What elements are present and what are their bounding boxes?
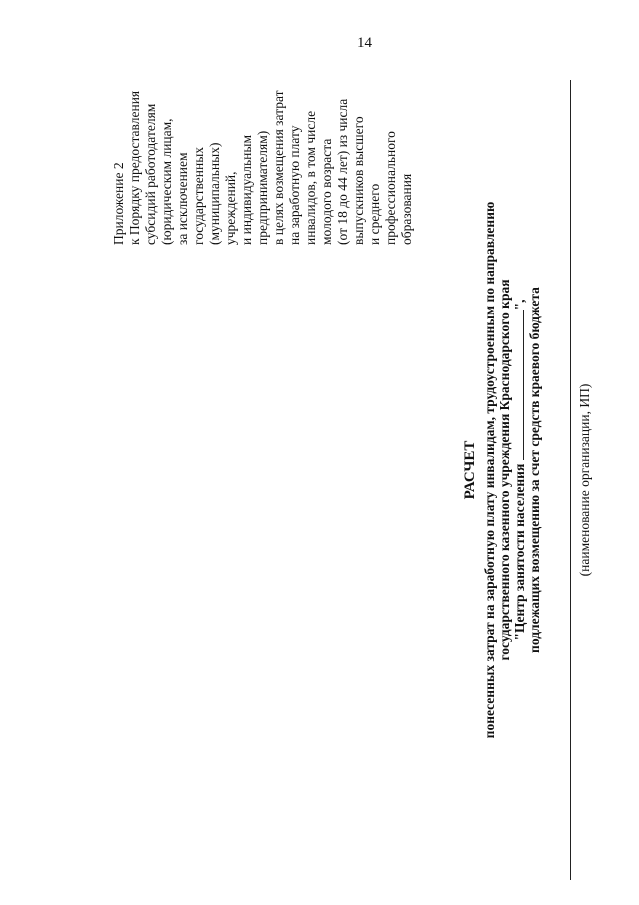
title-line-4: подлежащих возмещению за счет средств краевого бюджета <box>527 287 542 653</box>
appendix-line: в целях возмещения затрат <box>271 90 286 245</box>
employment-center-blank <box>512 310 524 460</box>
appendix-line: государственных <box>191 146 206 245</box>
appendix-line: (юридическим лицам, <box>159 118 174 245</box>
appendix-line: инвалидов, в том числе <box>303 110 318 245</box>
title-line-3-suffix: ", <box>512 299 527 311</box>
title-line-3-prefix: "Центр занятости населения <box>512 463 527 641</box>
page-number: 14 <box>357 35 372 51</box>
appendix-line: образования <box>399 173 414 245</box>
appendix-line: субсидий работодателям <box>143 103 158 245</box>
appendix-line: учреждений, <box>223 171 238 245</box>
title-line-2: государственного казенного учреждения Краснодарского края <box>497 279 512 661</box>
appendix-line: на заработную плату <box>287 125 302 245</box>
appendix-line: выпускников высшего <box>351 116 366 245</box>
appendix-line: к Порядку предоставления <box>127 90 142 245</box>
appendix-line: профессионального <box>383 131 398 245</box>
appendix-line: Приложение 2 <box>111 162 126 245</box>
appendix-line: предпринимателям) <box>255 130 270 245</box>
document-title: РАСЧЕТ <box>462 440 478 500</box>
rotated-content <box>105 60 605 880</box>
appendix-block <box>111 55 415 245</box>
document-title-block <box>463 60 542 880</box>
appendix-line: и индивидуальным <box>239 134 254 245</box>
appendix-line: (муниципальных) <box>207 142 222 245</box>
organization-caption: (наименование организации, ИП) <box>577 383 592 577</box>
appendix-line: и среднего <box>367 183 382 245</box>
appendix-line: за исключением <box>175 152 190 245</box>
organization-name-line <box>570 80 571 880</box>
appendix-line: молодого возраста <box>319 138 334 245</box>
appendix-line: (от 18 до 44 лет) из числа <box>335 98 350 245</box>
title-line-1: понесенных затрат на заработную плату инвалидам, трудоустроенным по направлению <box>482 201 497 739</box>
title-line-3 <box>512 60 527 880</box>
